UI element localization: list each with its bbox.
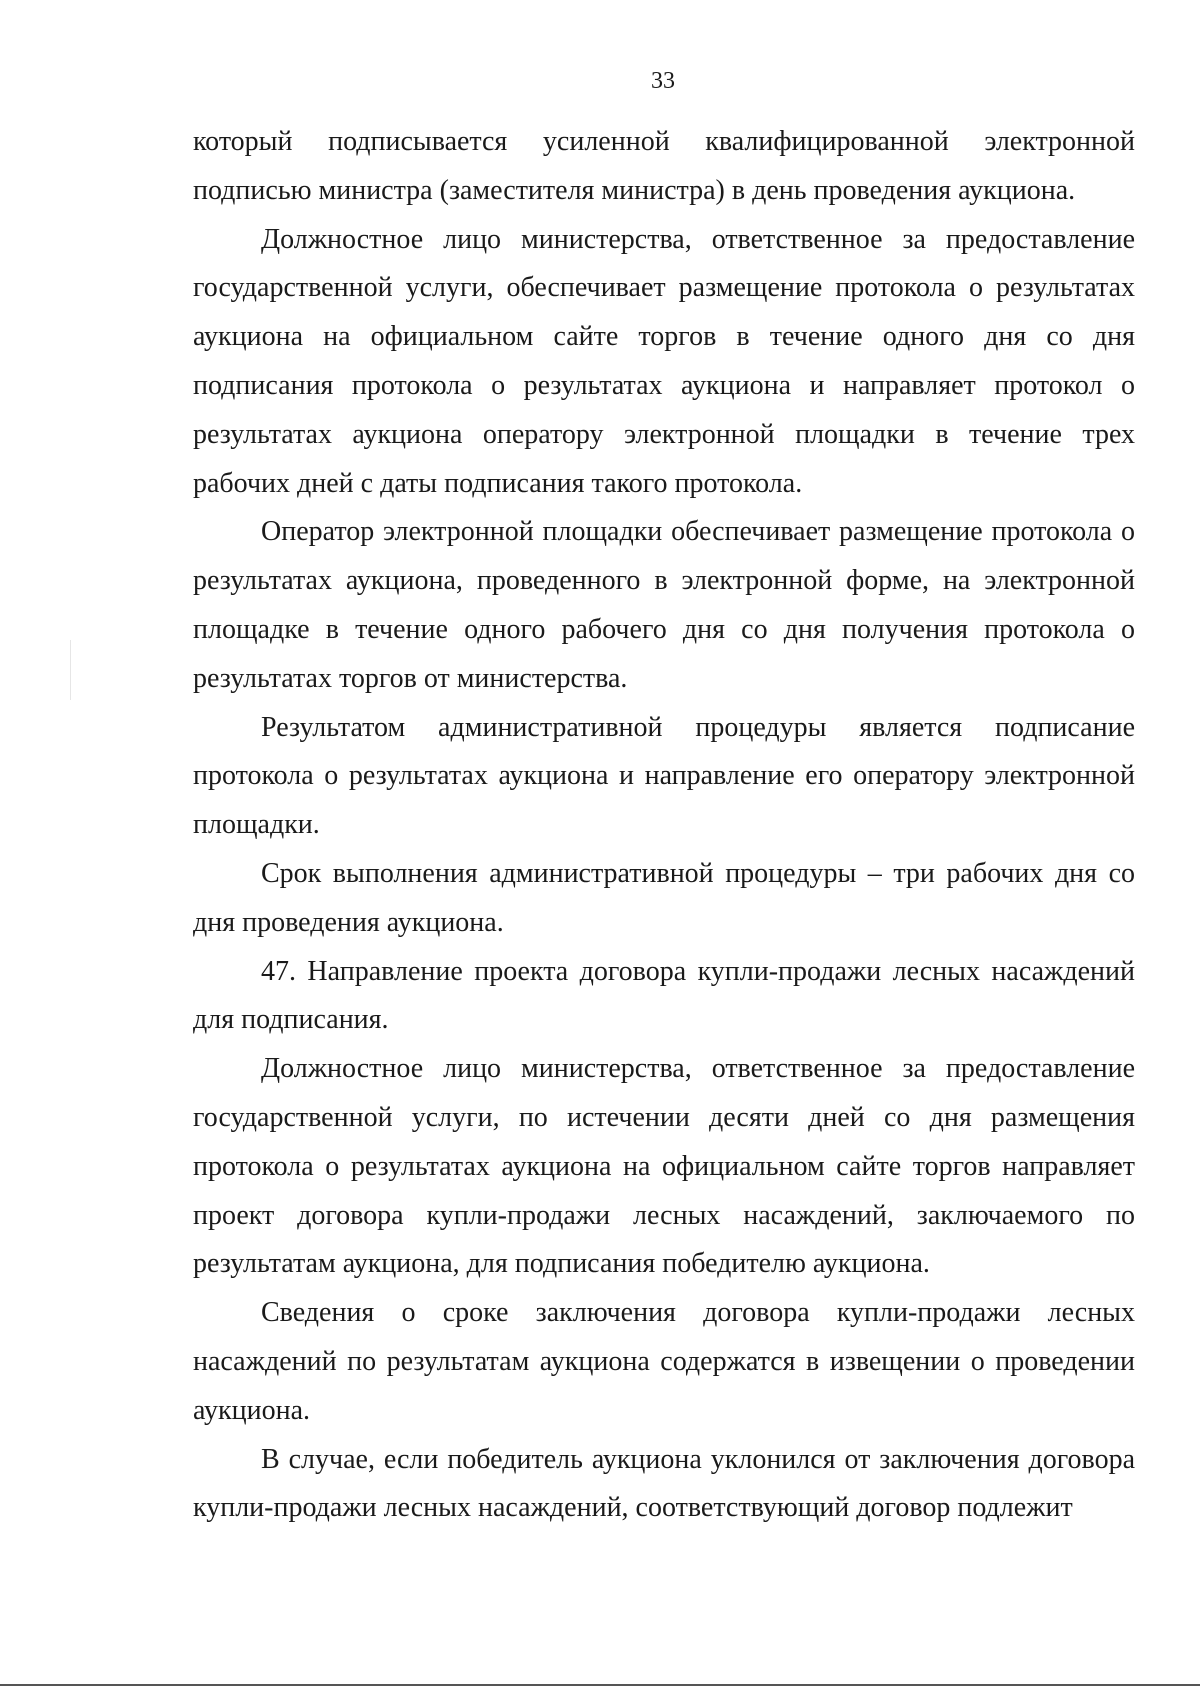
page-number: 33 [651,68,675,94]
paragraph: Должностное лицо министерства, ответственное за предоставление государственной услуги, обеспечивает размещение протокола о результатах аукциона на официальном сайте торгов в течение одного дня со дня подписания протокола о результатах аукциона и направляет протокол о результатах аукциона оператору электронной площадки в течение трех рабочих дней с даты подписания такого протокола. [193,223,1135,499]
paragraph: Оператор электронной площадки обеспечивает размещение протокола о результатах аукциона, проведенного в электронной форме, на электронной площадке в течение одного рабочего дня со дня получения протокола о результатах торгов от министерства. [193,516,1135,694]
paragraph: который подписывается усиленной квалифицированной электронной подписью министра (заместителя министра) в день проведения аукциона. [193,126,1135,206]
page-bottom-rule [0,1684,1200,1686]
paragraph: Результатом административной процедуры является подписание протокола о результатах аукциона и направление его оператору электронной площадки. [193,711,1135,841]
scan-edge-mark [70,640,71,700]
paragraph: Срок выполнения административной процедуры – три рабочих дня со дня проведения аукциона. [193,857,1135,938]
paragraph: В случае, если победитель аукциона уклонился от заключения договора купли-продажи лесных насаждений, соответствующий договор подлежит [193,1443,1135,1524]
paragraph: Сведения о сроке заключения договора купли-продажи лесных насаждений по результатам аукциона содержатся в извещении о проведении аукциона. [193,1297,1135,1426]
paragraph: Должностное лицо министерства, ответственное за предоставление государственной услуги, по истечении десяти дней со дня размещения протокола о результатах аукциона на официальном сайте торгов направляет проект договора купли-продажи лесных насаждений, заключаемого по результатам аукциона, для подписания победителю аукциона. [193,1053,1135,1280]
document-body [193,118,1135,1533]
section-heading: 47. Направление проекта договора купли-продажи лесных насаждений для подписания. [193,955,1135,1036]
